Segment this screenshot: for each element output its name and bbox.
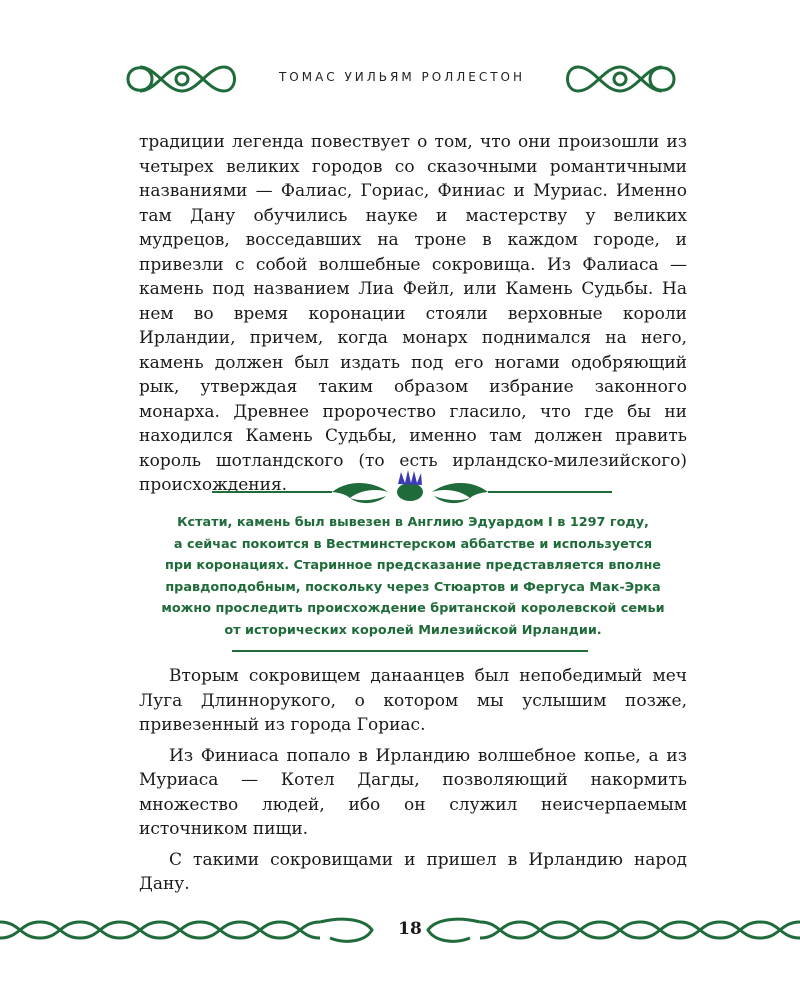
sidebar-line: от исторических королей Милезийской Ирландии. [224,622,602,638]
sidebar-line: Кстати, камень был вывезен в Англию Эдуардом I в 1297 году, [177,515,649,530]
thistle-divider-ornament [200,468,620,508]
sidebar-note [150,512,676,641]
paragraph: Из Финиаса попало в Ирландию волшебное копье, а из Муриаса — Котел Дагды, позволяющий накормить множество людей, ибо он служил неисчерпаемым источником пищи. [139,745,687,839]
sidebar-line: можно проследить происхождение британской королевской семьи [161,601,665,616]
sidebar-line: а сейчас покоится в Вестминстерском аббатстве и используется [173,536,653,552]
paragraph: С такими сокровищами и пришел в Ирландию народ Дану. [139,849,687,894]
sidebar-bottom-rule [232,650,588,652]
page-number: 18 [398,919,422,939]
running-header-author: ТОМАС УИЛЬЯМ РОЛЛЕСТОН [278,70,526,84]
sidebar-line: правдоподобным, поскольку через Стюартов и Фергуса Мак-Эрка [165,579,661,595]
paragraph: традиции легенда повествует о том, что они произошли из четырех великих городов со сказочными романтичными названиями — Фалиас, Гориас, Финиас и Муриас. Именно там Дану обучились науке и мастерству у великих мудрецов, восседавших на троне в каждом городе, и привезли с собой волшебные сокровища. Из Фалиаса — камень под названием Лиа Фейл, или Камень Судьбы. На нем во время коронации стояли верховные короли Ирландии, причем, когда монарх поднимался на него, камень должен был издать под его ногами одобряющий рык, утверждая таким образом избрание законного монарха. Древнее пророчество гласило, что где бы ни находился Камень Судьбы, именно там должен править король шотландского (то есть ирландско-милезийского) происхождения. [139,132,687,495]
celtic-knot-right-ornament [560,58,680,100]
celtic-knot-left-ornament [122,58,242,100]
paragraph: Вторым сокровищем данаанцев был непобедимый меч Луга Длиннорукого, о котором мы услышим позже, привезенный из города Гориас. [139,666,687,735]
sidebar-line: при коронациях. Старинное предсказание представляется вполне [164,558,661,573]
body-text-bottom [139,664,687,903]
body-text-top [139,130,687,504]
